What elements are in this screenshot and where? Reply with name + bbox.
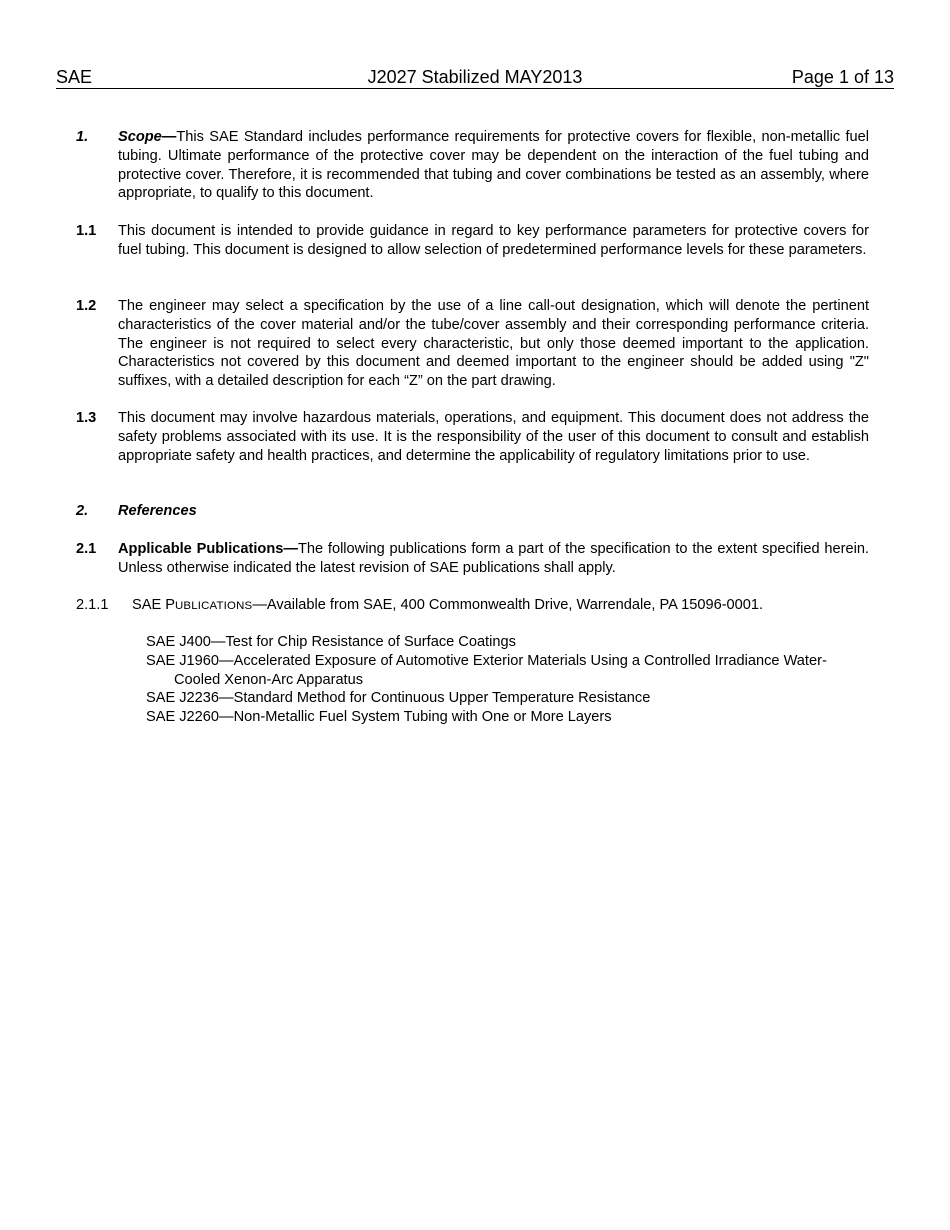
section-number: 1.3 xyxy=(76,410,97,426)
page-header xyxy=(56,66,894,89)
section-text: This document may involve hazardous materials, operations, and equipment. This document does not address the safety problems associated with its use. It is the responsibility of the user of this document to consult and establish appropriate safety and health practices, and determine the applicability of regulatory limitations prior to use. xyxy=(118,410,869,464)
section-text: This SAE Standard includes performance requirements for protective covers for flexible, non-metallic fuel tubing. Ultimate performance of the protective cover may be dependent on the interaction of the fuel tubing and protective cover. Therefore, it is recommended that tubing and cover combinations be tested as an assembly, where appropriate, to qualify to this document. xyxy=(118,129,869,202)
section-text: —Available from SAE, 400 Commonwealth Drive, Warrendale, PA 15096-0001. xyxy=(252,597,764,613)
section-1-2 xyxy=(76,297,869,391)
section-2-1 xyxy=(76,540,869,578)
section-number: 2.1 xyxy=(76,541,97,557)
section-title: Applicable Publications— xyxy=(118,541,298,557)
reference-item: SAE J1960—Accelerated Exposure of Automotive Exterior Materials Using a Controlled Irradiance Water-Cooled Xenon-Arc Apparatus xyxy=(146,652,827,688)
section-text: The engineer may select a specification by the use of a line call-out designation, which will denote the pertinent characteristics of the cover material and/or the tube/cover assembly and their corresponding performance criteria. The engineer is not required to select every characteristic, but only those deemed important to the application. Characteristics not covered by this document and deemed important to the engineer should be added using "Z" suffixes, with a detailed description for each “Z” on the part drawing. xyxy=(118,298,869,389)
section-number: 2.1.1 xyxy=(76,597,109,613)
section-title: Scope xyxy=(118,129,162,145)
reference-list xyxy=(146,633,872,727)
section-body xyxy=(118,502,869,521)
section-title-prefix: SAE xyxy=(132,597,166,613)
section-1-scope xyxy=(76,128,869,203)
section-title-smallcaps: UBLICATIONS xyxy=(175,600,253,612)
section-number: 1. xyxy=(76,129,89,145)
section-text: This document is intended to provide guidance in regard to key performance parameters for protective covers for fuel tubing. This document is designed to allow selection of predetermined performance levels for these parameters. xyxy=(118,223,869,258)
header-page-number: Page 1 of 13 xyxy=(791,67,894,87)
section-number: 2. xyxy=(76,503,89,519)
reference-item: SAE J400—Test for Chip Resistance of Surface Coatings xyxy=(146,634,516,650)
reference-item: SAE J2260—Non-Metallic Fuel System Tubing with One or More Layers xyxy=(146,709,612,725)
section-number: 1.2 xyxy=(76,298,97,314)
header-org: SAE xyxy=(56,67,93,87)
section-body xyxy=(118,128,869,203)
section-title-initial: P xyxy=(165,597,175,613)
section-body xyxy=(132,596,869,616)
section-2-references xyxy=(76,502,869,521)
section-2-1-1 xyxy=(76,596,869,616)
title-dash: — xyxy=(161,129,177,145)
section-1-3 xyxy=(76,409,869,465)
reference-item: SAE J2236—Standard Method for Continuous Upper Temperature Resistance xyxy=(146,690,651,707)
section-text: The following publications form a part of the specification to the extent specified herein. Unless otherwise indicated the latest revision of SAE publications shall apply. xyxy=(118,541,869,576)
section-1-1 xyxy=(76,222,869,260)
header-doc-id: J2027 Stabilized MAY2013 xyxy=(367,67,583,87)
section-body xyxy=(118,540,869,578)
section-title: References xyxy=(118,503,197,519)
section-number: 1.1 xyxy=(76,223,97,239)
